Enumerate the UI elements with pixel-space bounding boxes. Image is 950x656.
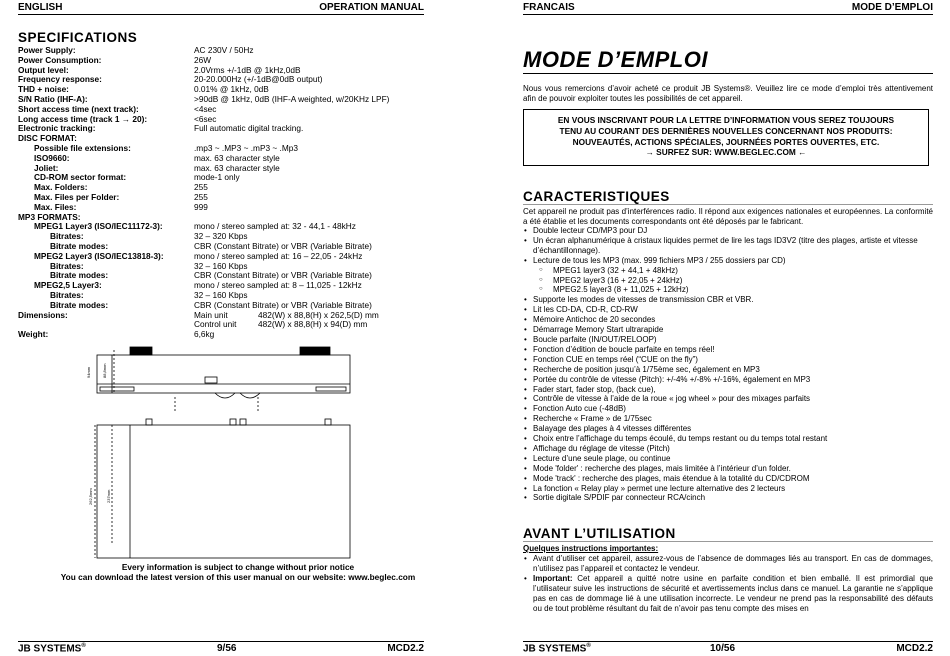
spec-label: Max. Files per Folder: xyxy=(34,191,120,202)
list-item: • Lit les CD-DA, CD-R, CD-RW xyxy=(523,305,933,315)
side-view-outline xyxy=(97,425,350,558)
list-item-text: Cet appareil a quitté notre usine en parfaite condition et bien emballé. Il est primordial que l’utilisateur suive les instructions de sécurité et avertissements inclus dans ce manuel. La garantie ne s’applique pas en cas de dommage lié à une utilisation incorrecte. Le vendeur ne prend pas la responsabilité des défauts ou de tout problème résultant du fait de n’avoir pas tenu compte des mises en xyxy=(533,573,933,613)
spec-label: Bitrates: xyxy=(50,260,84,271)
spec-value: 255 xyxy=(194,191,208,202)
notes xyxy=(18,562,458,582)
spec-label: Power Consumption: xyxy=(18,54,102,65)
dimension-label: 94mm xyxy=(86,366,91,378)
spec-value-detail: 482(W) x 88,8(H) x 262,5(D) mm xyxy=(258,309,379,320)
instructions-list xyxy=(523,554,933,613)
dimension-label: 237mm xyxy=(106,489,111,503)
spec-value: 6,6kg xyxy=(194,329,215,340)
section-title-specifications: SPECIFICATIONS xyxy=(18,30,138,45)
spec-value: mono / stereo sampled at: 8 – 11,025 - 12kHz xyxy=(194,280,362,291)
spec-label: CD-ROM sector format: xyxy=(34,172,127,183)
list-item: • Mode 'track' : recherche des plages, mais étendue à la totalité du CD/CDROM xyxy=(523,474,933,484)
spec-label: Bitrates: xyxy=(50,289,84,300)
footer-model: MCD2.2 xyxy=(896,643,933,654)
spec-value: Control unit xyxy=(194,319,237,330)
list-item: • Fonction Auto cue (-48dB) xyxy=(523,404,933,414)
header-title: OPERATION MANUAL xyxy=(319,2,424,13)
footer-model: MCD2.2 xyxy=(387,643,424,654)
spec-value: 0.01% @ 1kHz, 0dB xyxy=(194,84,269,95)
spec-value: mono / stereo sampled at: 32 - 44,1 - 48kHz xyxy=(194,221,356,232)
subheading-instructions: Quelques instructions importantes: xyxy=(523,544,659,553)
spec-value: mode-1 only xyxy=(194,172,240,183)
intro-paragraph: Nous vous remercions d’avoir acheté ce produit JB Systems®. Veuillez lire ce mode d’emploi très attentivement afin de pouvoir exploiter toutes les possibilités de cet appareil. xyxy=(523,84,933,103)
spec-value: 20-20.000Hz (+/-1dB@0dB output) xyxy=(194,74,323,85)
page-title: MODE D’EMPLOI xyxy=(523,47,708,72)
spec-value: max. 63 character style xyxy=(194,152,280,163)
spec-label: Frequency response: xyxy=(18,74,102,85)
spec-label: MPEG2,5 Layer3: xyxy=(34,280,102,291)
features-list xyxy=(523,226,933,503)
dimension-label: 262,5mm xyxy=(88,488,93,505)
spec-value: <6sec xyxy=(194,113,217,124)
spec-value: max. 63 character style xyxy=(194,162,280,173)
technical-drawing xyxy=(0,335,475,565)
header-language: ENGLISH xyxy=(18,2,63,13)
footer-brand: JB SYSTEMS® xyxy=(18,643,86,655)
spec-label: Max. Files: xyxy=(34,201,77,212)
spec-label: THD + noise: xyxy=(18,84,69,95)
spec-value-detail: 482(W) x 88,8(H) x 94(D) mm xyxy=(258,319,368,330)
list-item: • Démarrage Memory Start ultrarapide xyxy=(523,325,933,335)
list-item: • Lecture d’une seule plage, ou continue xyxy=(523,454,933,464)
spec-value: AC 230V / 50Hz xyxy=(194,45,254,55)
spec-label: Max. Folders: xyxy=(34,182,88,193)
spec-label: Joliet: xyxy=(34,162,59,173)
header-language: FRANCAIS xyxy=(523,2,575,13)
list-item: • Lecture de tous les MP3 (max. 999 fichiers MP3 / 255 dossiers par CD) xyxy=(523,256,933,266)
spec-value: 32 – 160 Kbps xyxy=(194,260,248,271)
spec-label: ISO9660: xyxy=(34,152,70,163)
note-download: You can download the latest version of this user manual on our website: www.beglec.com xyxy=(60,572,416,582)
spec-label: Long access time (track 1 → 20): xyxy=(18,113,148,124)
spec-value: 26W xyxy=(194,54,212,65)
list-item: • Portée du contrôle de vitesse (Pitch): +/-4% +/-8% +/-16%, également en MP3 xyxy=(523,375,933,385)
sub-list-item: ○ MPEG1 layer3 (32 + 44,1 + 48kHz) xyxy=(523,266,933,276)
spec-value: 32 – 160 Kbps xyxy=(194,289,248,300)
page-header xyxy=(18,2,424,15)
list-item: • Supporte les modes de vitesses de transmission CBR et VBR. xyxy=(523,295,933,305)
sub-list-item: ○ MPEG2 layer3 (16 + 22,05 + 24kHz) xyxy=(523,276,933,286)
footer-page-number: 10/56 xyxy=(710,643,736,654)
spec-label: Power Supply: xyxy=(18,45,76,55)
list-item xyxy=(523,554,933,574)
spec-value: CBR (Constant Bitrate) or VBR (Variable Bitrate) xyxy=(194,270,372,281)
spec-label: Possible file extensions: xyxy=(34,142,131,153)
list-item: • Recherche de position jusqu’à 1/75ème sec, également en MP3 xyxy=(523,365,933,375)
section-title-caracteristiques: CARACTERISTIQUES xyxy=(523,189,933,205)
spec-value: CBR (Constant Bitrate) or VBR (Variable Bitrate) xyxy=(194,299,372,310)
list-item: • Recherche « Frame » de 1/75sec xyxy=(523,414,933,424)
spec-value: CBR (Constant Bitrate) or VBR (Variable Bitrate) xyxy=(194,240,372,251)
spec-label: Bitrate modes: xyxy=(50,240,109,251)
list-item: • Fader start, fader stop, (back cue), xyxy=(523,385,933,395)
spec-label: Electronic tracking: xyxy=(18,123,96,134)
spec-value: .mp3 ~ .MP3 ~ .mP3 ~ .Mp3 xyxy=(194,142,298,153)
spec-value: <4sec xyxy=(194,103,217,114)
spec-label: MPEG1 Layer3 (ISO/IEC11172-3): xyxy=(34,221,163,232)
spec-label: S/N Ratio (IHF-A): xyxy=(18,93,88,104)
front-view-outline xyxy=(97,355,350,393)
footer-page-number: 9/56 xyxy=(217,643,237,654)
page-header xyxy=(523,2,933,15)
list-item: • Sortie digitale S/PDIF par connecteur RCA/cinch xyxy=(523,493,933,503)
newsletter-line: NOUVEAUTÉS, ACTIONS SPÉCIALES, JOURNÉES PORTES OUVERTES, ETC. xyxy=(572,136,880,147)
left-page xyxy=(0,0,475,654)
list-item: • Contrôle de vitesse à l’aide de la roue « jog wheel » pour des mixages parfaits xyxy=(523,394,933,404)
list-item: • La fonction « Relay play » permet une lecture alternative des 2 lecteurs xyxy=(523,484,933,494)
spec-label: Bitrate modes: xyxy=(50,299,109,310)
spec-value: Main unit xyxy=(194,309,228,320)
list-item: • Un écran alphanumérique à cristaux liquides permet de lire les tags ID3V2 (titre des plages, artiste et vitesse d’échantillonnage). xyxy=(523,236,933,256)
sub-list-item: ○ MPEG2.5 layer3 (8 + 11,025 + 12kHz) xyxy=(523,285,933,295)
spec-value: 2.0Vrms +/-1dB @ 1kHz,0dB xyxy=(194,64,301,75)
list-item xyxy=(523,574,933,614)
spec-label: Bitrate modes: xyxy=(50,270,109,281)
spec-label: MP3 FORMATS: xyxy=(18,211,81,222)
list-item: • Choix entre l’affichage du temps écoulé, du temps restant ou du temps total restant xyxy=(523,434,933,444)
section-title-avant-utilisation: AVANT L’UTILISATION xyxy=(523,526,933,542)
spec-value: >90dB @ 1kHz, 0dB (IHF-A weighted, w/20KHz LPF) xyxy=(194,93,390,104)
note-change-notice: Every information is subject to change without prior notice xyxy=(121,562,355,572)
spec-label: Bitrates: xyxy=(50,231,84,242)
footer-brand: JB SYSTEMS® xyxy=(523,643,591,655)
list-item: • Mémoire Antichoc de 20 secondes xyxy=(523,315,933,325)
spec-label: Short access time (next track): xyxy=(18,103,139,114)
spec-label: Output level: xyxy=(18,64,69,75)
newsletter-line: TENU AU COURANT DES DERNIÈRES NOUVELLES CONCERNANT NOS PRODUITS: xyxy=(559,125,893,136)
spec-value: mono / stereo sampled at: 16 – 22,05 - 24kHz xyxy=(194,250,363,261)
list-item: • Balayage des plages à 4 vitesses différentes xyxy=(523,424,933,434)
dimension-label: 88,8mm xyxy=(102,363,107,378)
header-title: MODE D’EMPLOI xyxy=(851,2,933,13)
spec-label: DISC FORMAT: xyxy=(18,133,77,144)
spec-label: MPEG2 Layer3 (ISO/IEC13818-3): xyxy=(34,250,164,261)
newsletter-line: EN VOUS INSCRIVANT POUR LA LETTRE D’INFORMATION VOUS SEREZ TOUJOURS xyxy=(557,115,895,125)
spec-value: Full automatic digital tracking. xyxy=(194,123,304,134)
list-item: • Mode 'folder' : recherche des plages, mais limitée à l’intérieur d’un folder. xyxy=(523,464,933,474)
newsletter-website: → SURFEZ SUR: WWW.BEGLEC.COM ← xyxy=(645,147,807,158)
list-item: • Fonction CUE en temps réel (“CUE on the fly”) xyxy=(523,355,933,365)
spec-label: Weight: xyxy=(18,329,49,340)
list-item: • Fonction d’édition de boucle parfaite en temps réel! xyxy=(523,345,933,355)
list-item: • Affichage du réglage de vitesse (Pitch) xyxy=(523,444,933,454)
spec-value: 999 xyxy=(194,201,208,212)
title-rule xyxy=(523,73,933,74)
spec-value: 32 – 320 Kbps xyxy=(194,231,248,242)
newsletter-box xyxy=(523,109,929,166)
spec-label: Dimensions: xyxy=(18,309,68,320)
spec-value: 255 xyxy=(194,182,208,193)
important-label: Important: xyxy=(533,573,573,583)
section-paragraph: Cet appareil ne produit pas d’interférences radio. Il répond aux exigences nationales et européennes. La conformité a été établie et les documents correspondants ont été déposés par le fabricant. xyxy=(523,207,933,226)
list-item: • Double lecteur CD/MP3 pour DJ xyxy=(523,226,933,236)
list-item-text: Avant d’utiliser cet appareil, assurez-vous de l’absence de dommages liés au transport. En cas de dommages, n’utilisez pas l’appareil et contactez le vendeur. xyxy=(533,554,933,573)
list-item: • Boucle parfaite (IN/OUT/RELOOP) xyxy=(523,335,933,345)
